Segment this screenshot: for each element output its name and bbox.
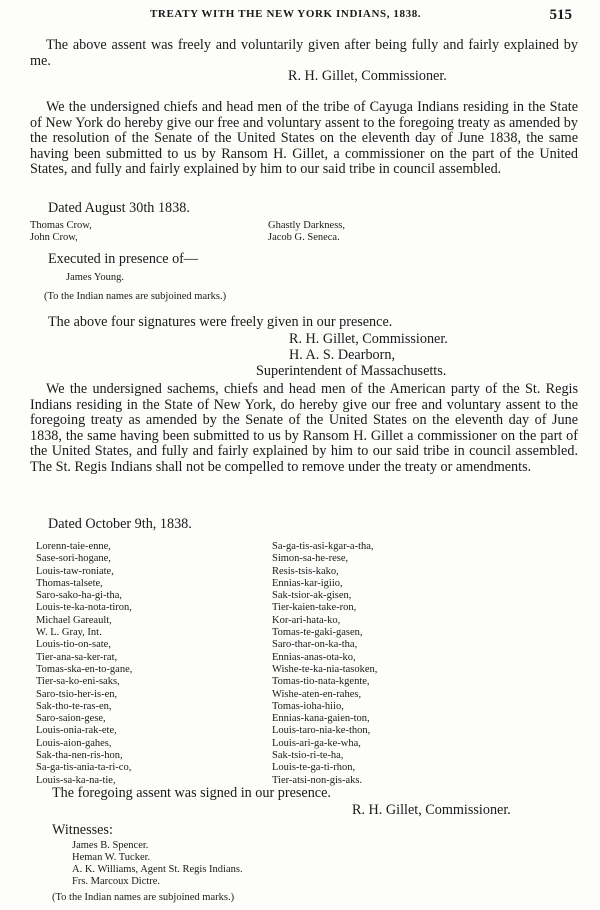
st-regis-paragraph: We the undersigned sachems, chiefs and head men of the American party of the St. Regis Indians residing in the State of New York, do hereby give our free and voluntary assent to the foregoing treaty as amended by the Senate of the United States on the eleventh day of June 1838, the same having been submitted to us by Ransom H. Gillet a commissioner on the part of the United States, and fully and fairly explained by him to our said tribe in council assembled. The St. Regis Indians shall not be compelled to remove under the treaty or amendments. [30,381,578,475]
superintendent-title: Superintendent of Massachusetts. [256,363,447,379]
list-item: Sak-tha-nen-ris-hon, [36,750,123,762]
list-item: Tomas-tio-nata-kgente, [272,676,370,688]
list-item: Tier-ana-sa-ker-rat, [36,651,118,663]
list-item: Sase-sori-hogane, [36,553,111,565]
list-item: Sak-tsio-ri-te-ha, [272,750,344,762]
cayuga-signers-right [268,220,345,244]
list-item: Wishe-te-ka-nia-tasoken, [272,663,378,675]
list-item: Louis-aion-gahes, [36,737,112,749]
assent-paragraph: The above assent was freely and voluntarily given after being fully and fairly explained by me. [30,37,578,69]
signer-name: Ghastly Darkness, [268,220,345,231]
running-title: TREATY WITH THE NEW YORK INDIANS, 1838. [150,8,422,20]
witnesses-list [72,840,243,888]
st-regis-date: Dated October 9th, 1838. [48,516,192,532]
running-head [0,8,600,24]
list-item: Louis-taw-roniate, [36,565,114,577]
list-item: Wishe-aten-en-rahes, [272,688,362,700]
list-item: Louis-onia-rak-ete, [36,725,117,737]
list-item: Tier-sa-ko-eni-saks, [36,676,120,688]
commissioner-signature: R. H. Gillet, Commissioner. [352,802,511,818]
witness-name: Heman W. Tucker. [72,852,151,863]
st-regis-names-left [36,541,132,787]
foregoing-assent-statement: The foregoing assent was signed in our presence. [52,785,331,801]
witness-name: Frs. Marcoux Dictre. [72,876,161,887]
list-item: Tier-kaien-take-ron, [272,602,357,614]
marks-note: (To the Indian names are subjoined marks.) [52,892,235,903]
list-item: Sak-tho-te-ras-en, [36,700,112,712]
commissioner-signature: R. H. Gillet, Commissioner. [288,68,447,84]
list-item: Louis-te-ga-ti-rhon, [272,762,356,774]
list-item: Louis-taro-nia-ke-thon, [272,725,371,737]
list-item: Tomas-ska-en-to-gane, [36,663,133,675]
list-item: Tomas-ioha-hiio, [272,700,344,712]
page-number: 515 [549,7,572,23]
list-item: Lorenn-taie-enne, [36,541,111,552]
four-signatures-statement: The above four signatures were freely given in our presence. [48,314,393,330]
signer-name: Jacob G. Seneca. [268,232,340,243]
list-item: Sa-ga-tis-ania-ta-ri-co, [36,762,132,774]
list-item: Saro-saion-gese, [36,713,106,725]
cayuga-signers-left [30,220,92,244]
list-item: Tomas-te-gaki-gasen, [272,627,363,639]
list-item: Saro-thar-on-ka-tha, [272,639,358,651]
marks-note: (To the Indian names are subjoined marks.) [44,291,227,302]
list-item: Sak-tsior-ak-gisen, [272,590,352,602]
signer-name: Thomas Crow, [30,220,92,231]
list-item: W. L. Gray, Int. [36,627,102,639]
list-item: Louis-tio-on-sate, [36,639,111,651]
witness-name: James Young. [66,272,125,283]
list-item: Louis-te-ka-nota-tiron, [36,602,132,614]
list-item: Saro-tsio-her-is-en, [36,688,118,700]
cayuga-date: Dated August 30th 1838. [48,200,190,216]
list-item: Thomas-talsete, [36,577,103,589]
list-item: Louis-ari-ga-ke-wha, [272,737,361,749]
list-item: Ennias-kana-gaien-ton, [272,713,370,725]
commissioner-signature: R. H. Gillet, Commissioner. [289,331,448,347]
list-item: Tier-atsi-non-gis-aks. [272,774,363,786]
executed-in-presence: Executed in presence of— [48,251,199,267]
st-regis-names-right [272,541,377,787]
list-item: Kor-ari-hata-ko, [272,614,341,626]
cayuga-paragraph: We the undersigned chiefs and head men of the tribe of Cayuga Indians residing in the State of New York do hereby give our free and voluntary assent to the foregoing treaty as amended by the resolution of the Senate of the United States on the eleventh day of June 1838, the same having been submitted to us by Ransom H. Gillet, a commissioner on the part of the United States, and fully and fairly explained by him to our said tribe in council assembled. [30,99,578,177]
witness-name: James B. Spencer. [72,840,149,851]
witnesses-label: Witnesses: [52,822,113,838]
list-item: Saro-sako-ha-gi-tha, [36,590,123,602]
list-item: Simon-sa-he-rese, [272,553,349,565]
witness-name: A. K. Williams, Agent St. Regis Indians. [72,864,243,875]
list-item: Ennias-kar-igiio, [272,577,343,589]
signer-name: John Crow, [30,232,78,243]
list-item: Michael Gareault, [36,614,112,626]
list-item: Sa-ga-tis-asi-kgar-a-tha, [272,541,374,552]
list-item: Ennias-anas-ota-ko, [272,651,356,663]
list-item: Louis-sa-ka-na-tie, [36,774,116,786]
list-item: Resis-tsis-kako, [272,565,339,577]
dearborn-signature: H. A. S. Dearborn, [289,347,395,363]
